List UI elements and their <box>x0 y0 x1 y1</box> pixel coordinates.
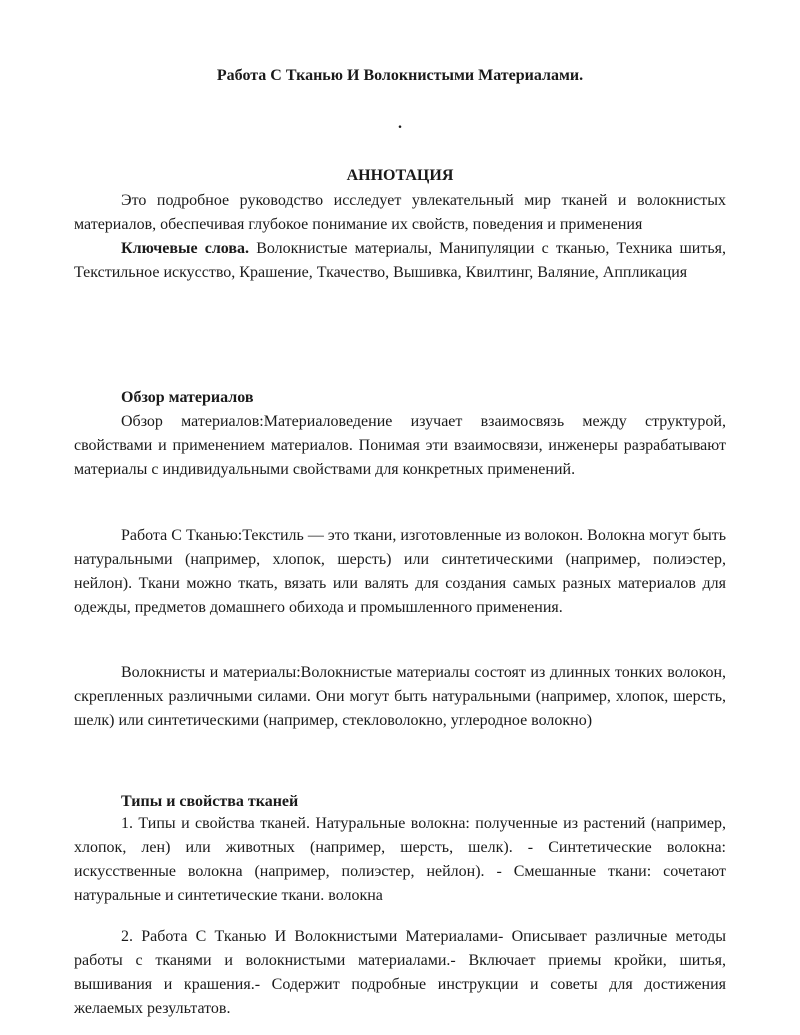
paragraph-text: 1. Типы и свойства тканей. Натуральные волокна: полученные из растений (например, хлопок, лен) или животных (например, шерсть, шелк). - Синтетические волокна: искусственные волокна (например, полиэстер, нейлон). - Смешанные ткани: сочетают натуральные и синтетические ткани. волокна <box>74 815 726 904</box>
section2-paragraph-2 <box>74 925 726 1021</box>
abstract-heading: АННОТАЦИЯ <box>346 167 454 184</box>
document-title: Работа С Тканью И Волокнистыми Материалами. <box>216 67 584 84</box>
paragraph-text: Работа С Тканью:Текстиль — это ткани, изготовленные из волокон. Волокна могут быть натуральными (например, хлопок, шерсть) или синтетическими (например, полиэстер, нейлон). Ткани можно ткать, вязать или валять для создания самых разных материалов для одежды, предметов домашнего обихода и промышленного применения. <box>74 527 726 616</box>
section-heading-fabric-types: Типы и свойства тканей <box>121 793 299 810</box>
abstract-block <box>74 189 726 285</box>
paragraph-text: Волокнисты и материалы:Волокнистые материалы состоят из длинных тонких волокон, скрепленных различными силами. Они могут быть натуральными (например, хлопок, шерсть, шелк) или синтетическими (например, стекловолокно, углеродное волокно) <box>74 664 726 729</box>
section1-paragraph-1 <box>74 410 726 482</box>
abstract-paragraph: Это подробное руководство исследует увлекательный мир тканей и волокнистых материалов, обеспечивая глубокое понимание их свойств, поведения и применения <box>74 192 726 233</box>
section1-paragraph-3 <box>74 661 726 733</box>
keywords-text: Волокнистые материалы, Манипуляции с тканью, Техника шитья, Текстильное искусство, Крашение, Ткачество, Вышивка, Квилтинг, Валяние, Аппликация <box>74 240 727 281</box>
paragraph-text: 2. Работа С Тканью И Волокнистыми Материалами- Описывает различные методы работы с тканями и волокнистыми материалами.- Включает приемы кройки, шитья, вышивания и крашения.- Содержит подробные инструкции и советы для достижения желаемых результатов. <box>74 928 726 1017</box>
keywords-paragraph <box>74 237 726 285</box>
section-heading-materials-overview: Обзор материалов <box>121 389 254 406</box>
section1-paragraph-2 <box>74 524 726 620</box>
section2-paragraph-1 <box>74 812 726 908</box>
title-separator: . <box>398 115 402 132</box>
keywords-label: Ключевые слова. <box>121 240 250 257</box>
paragraph-text: Обзор материалов:Материаловедение изучает взаимосвязь между структурой, свойствами и применением материалов. Понимая эти взаимосвязи, инженеры разрабатывают материалы с индивидуальными свойствами для конкретных применений. <box>74 413 726 478</box>
